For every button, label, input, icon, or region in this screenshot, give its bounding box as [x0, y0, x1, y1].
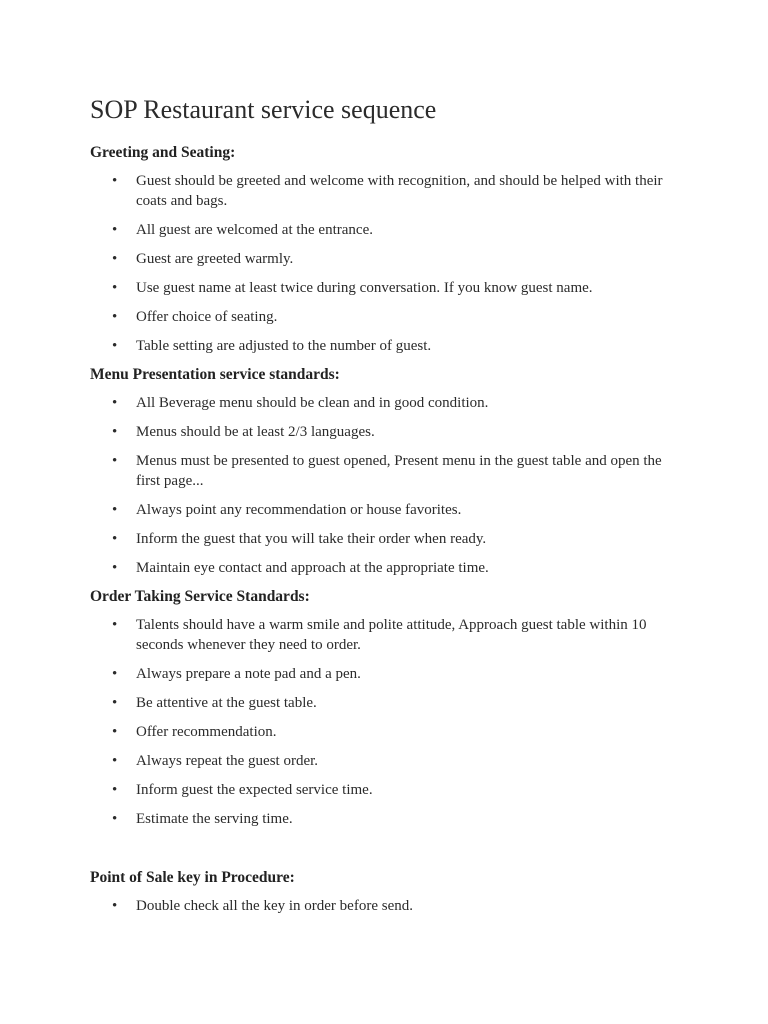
list-item-text: Guest should be greeted and welcome with recognition, and should be helped with their coats and bags. [136, 173, 663, 209]
list-item [0, 616, 686, 655]
document-title: SOP Restaurant service sequence [90, 95, 437, 124]
list-item-text: Estimate the serving time. [136, 810, 293, 827]
list-item-text: Table setting are adjusted to the number of guest. [136, 337, 432, 354]
list-item [0, 394, 686, 414]
list-item [0, 752, 686, 772]
list-item-text: Be attentive at the guest table. [136, 694, 317, 711]
bullet-icon: • [112, 723, 118, 740]
section-heading-greeting: Greeting and Seating: [90, 144, 236, 161]
list-item-text: Offer recommendation. [136, 723, 277, 740]
section-list-point-of-sale [0, 897, 768, 926]
section-list-greeting [0, 172, 768, 366]
list-item [0, 172, 686, 211]
bullet-icon: • [112, 810, 118, 827]
bullet-icon: • [112, 781, 118, 798]
list-item-text: Inform the guest that you will take their order when ready. [136, 530, 487, 547]
list-item-text: Always point any recommendation or house favorites. [136, 501, 462, 518]
list-item-text: Double check all the key in order before send. [136, 898, 413, 914]
bullet-icon: • [112, 752, 118, 769]
list-item [0, 250, 686, 270]
bullet-icon: • [112, 337, 118, 354]
list-item-text: Always prepare a note pad and a pen. [136, 665, 361, 682]
list-item-text: Menus should be at least 2/3 languages. [136, 424, 375, 440]
list-item-text: Talents should have a warm smile and polite attitude, Approach guest table within 10 seconds whenever they need to order. [136, 617, 647, 653]
bullet-icon: • [112, 424, 118, 440]
list-item-text: Offer choice of seating. [136, 308, 278, 325]
list-item [0, 501, 686, 521]
list-item [0, 810, 686, 830]
list-item-text: Use guest name at least twice during conversation. If you know guest name. [136, 279, 593, 296]
bullet-icon: • [112, 308, 118, 325]
bullet-icon: • [112, 530, 118, 547]
section-heading-menu-presentation: Menu Presentation service standards: [90, 366, 340, 383]
section-heading-point-of-sale: Point of Sale key in Procedure: [90, 869, 295, 886]
list-item [0, 530, 686, 550]
list-item-text: Maintain eye contact and approach at the appropriate time. [136, 559, 489, 576]
list-item-text: All guest are welcomed at the entrance. [136, 221, 373, 238]
bullet-icon: • [112, 395, 118, 411]
bullet-icon: • [112, 898, 118, 914]
bullet-icon: • [112, 501, 118, 518]
list-item [0, 452, 686, 491]
list-item [0, 221, 686, 241]
list-item [0, 781, 686, 801]
list-item-text: Menus must be presented to guest opened, Present menu in the guest table and open the first page... [136, 453, 662, 489]
section-heading-order-taking: Order Taking Service Standards: [90, 588, 310, 605]
list-item [0, 559, 686, 579]
list-item [0, 423, 686, 443]
list-item [0, 723, 686, 743]
bullet-icon: • [112, 173, 118, 189]
section-list-menu-presentation [0, 394, 768, 588]
list-item [0, 897, 686, 917]
list-item [0, 308, 686, 328]
list-item-text: Inform guest the expected service time. [136, 781, 373, 798]
bullet-icon: • [112, 453, 118, 469]
list-item-text: Always repeat the guest order. [136, 752, 319, 769]
bullet-icon: • [112, 279, 118, 296]
list-item [0, 665, 686, 685]
section-list-order-taking [0, 616, 768, 839]
list-item-text: All Beverage menu should be clean and in good condition. [136, 395, 489, 411]
bullet-icon: • [112, 694, 118, 711]
bullet-icon: • [112, 559, 118, 576]
list-item-text: Guest are greeted warmly. [136, 250, 294, 267]
bullet-icon: • [112, 221, 118, 238]
list-item [0, 279, 686, 299]
list-item [0, 337, 686, 357]
list-item [0, 694, 686, 714]
bullet-icon: • [112, 617, 118, 633]
bullet-icon: • [112, 665, 118, 682]
bullet-icon: • [112, 250, 118, 267]
